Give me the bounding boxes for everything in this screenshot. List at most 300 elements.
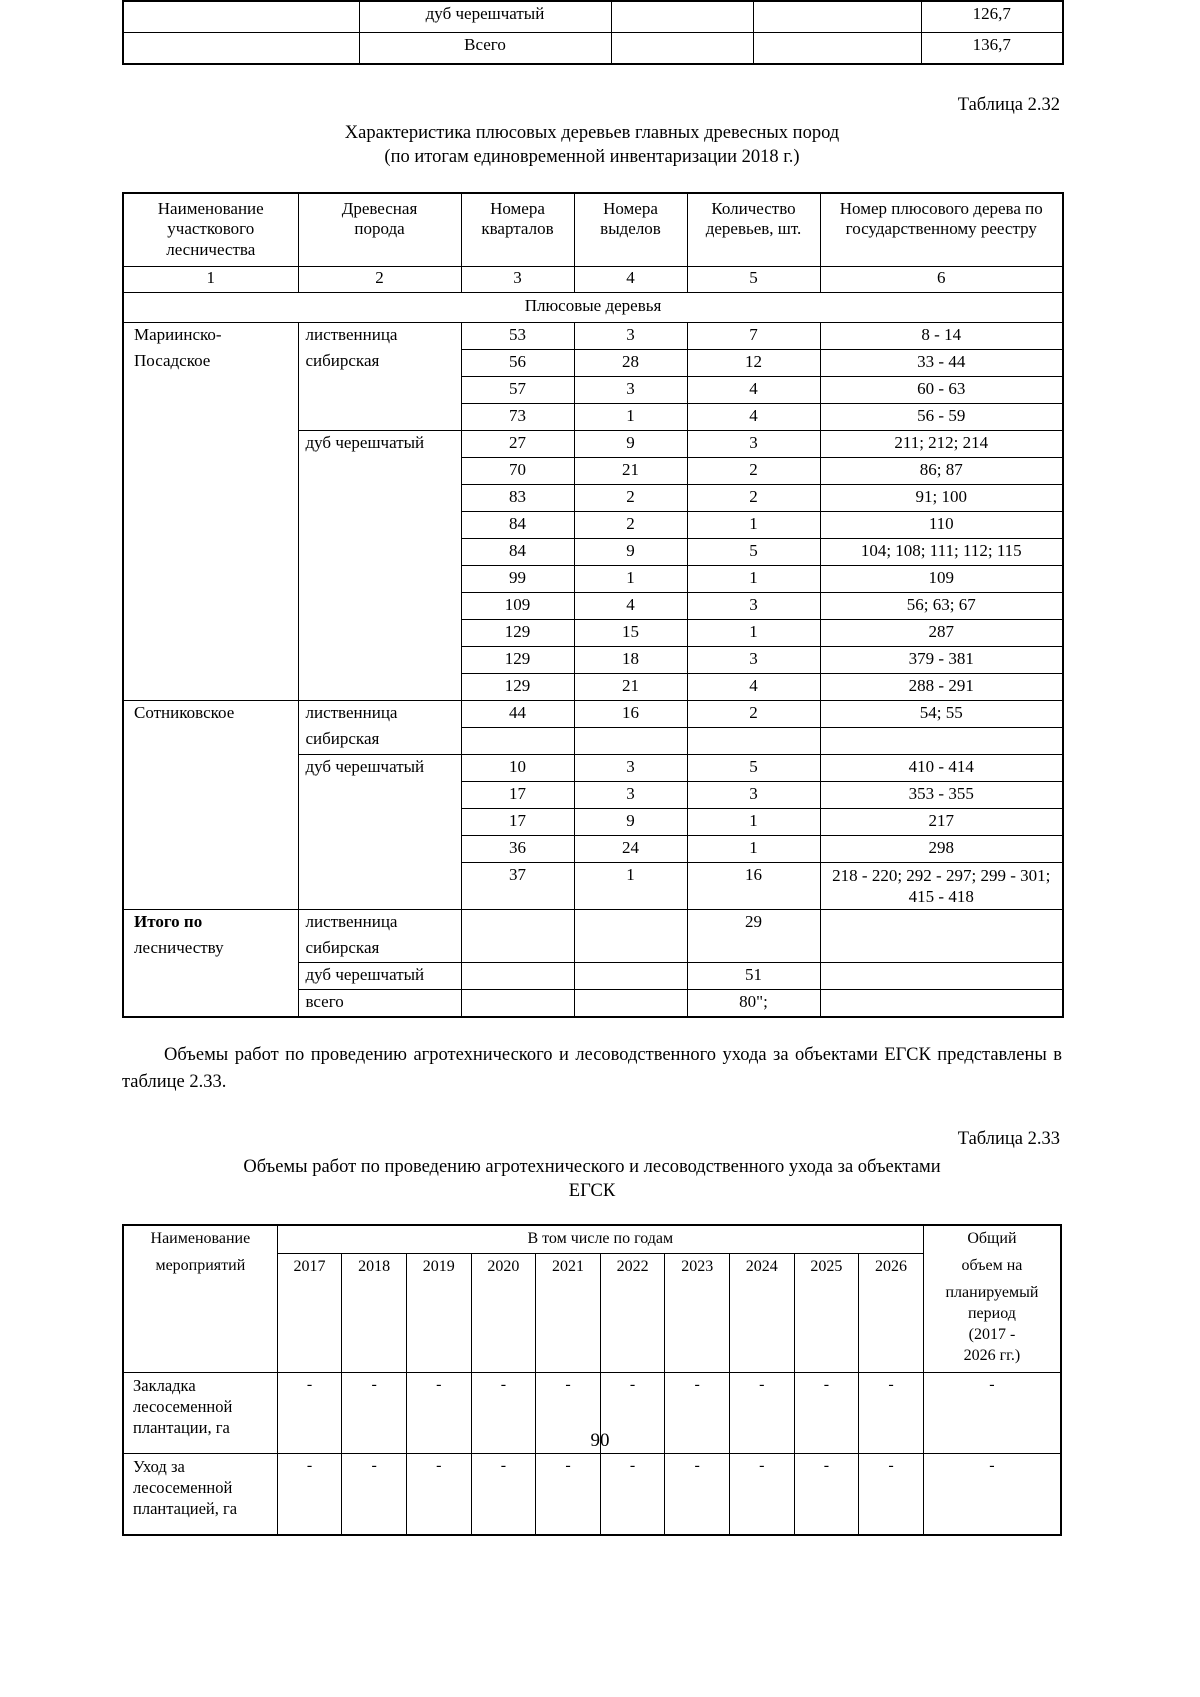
species-blank (298, 781, 461, 808)
cell-count: 1 (687, 808, 820, 835)
cell-kvartal: 70 (461, 457, 574, 484)
cell-kvartal: 44 (461, 700, 574, 727)
cell-registry: 109 (820, 565, 1063, 592)
forestry-name-blank (123, 592, 298, 619)
cell-blank (461, 910, 574, 937)
cell-count: 1 (687, 619, 820, 646)
species-larch-cont (298, 349, 461, 376)
cell-registry: 54; 55 (820, 700, 1063, 727)
species-blank (298, 484, 461, 511)
th-year-2025: 2025 (794, 1253, 859, 1280)
forestry-name-blank (123, 646, 298, 673)
table-header-row-filler (123, 1280, 1061, 1373)
species-larch-cont (298, 727, 461, 754)
cell-blank (820, 936, 1063, 963)
th-line: выделов (600, 219, 661, 239)
page-number: 90 (590, 1430, 610, 1451)
table-row (123, 349, 1063, 376)
colnum-2: 2 (298, 266, 461, 292)
total-count-larch: 29 (687, 910, 820, 937)
species-blank (298, 646, 461, 673)
table-row (123, 538, 1063, 565)
total-label-cont (123, 936, 298, 963)
cell-kvartal: 36 (461, 835, 574, 862)
cell-vydel: 18 (574, 646, 687, 673)
measure-line: плантации, га (133, 1417, 230, 1437)
table-row (123, 430, 1063, 457)
table-row (123, 33, 1063, 65)
cell-registry: 298 (820, 835, 1063, 862)
th-kvartal (461, 193, 574, 267)
table-row (123, 990, 1063, 1018)
th-line: Номер плюсового дерева по (839, 198, 1043, 218)
cell-kvartal: 56 (461, 349, 574, 376)
measure-line: Закладка (133, 1376, 196, 1396)
total-count-all: 80"; (687, 990, 820, 1018)
cell-blank (574, 990, 687, 1018)
cell-registry: 353 - 355 (820, 781, 1063, 808)
total-species-larch-cont (298, 936, 461, 963)
cell-vydel: 9 (574, 430, 687, 457)
th-line: (2017 - (968, 1326, 1016, 1344)
table-row (123, 835, 1063, 862)
cell-value: - (471, 1373, 536, 1454)
cell-blank (461, 727, 574, 754)
th-total-rest (923, 1280, 1061, 1373)
frag-value: 126,7 (921, 1, 1063, 33)
table-row (123, 673, 1063, 700)
cell-count: 12 (687, 349, 820, 376)
cell-registry: 8 - 14 (820, 322, 1063, 349)
cell-kvartal: 84 (461, 538, 574, 565)
th-year-2017: 2017 (277, 1253, 342, 1280)
cell-blank (687, 936, 820, 963)
cell-registry: 288 - 291 (820, 673, 1063, 700)
cell-vydel: 2 (574, 511, 687, 538)
table-row (123, 700, 1063, 727)
th-filler (342, 1280, 407, 1373)
cell-registry: 104; 108; 111; 112; 115 (820, 538, 1063, 565)
th-years-group: В том числе по годам (277, 1225, 923, 1253)
cell-registry: 110 (820, 511, 1063, 538)
species-blank (298, 457, 461, 484)
th-filler (471, 1280, 536, 1373)
forestry-name-blank (123, 484, 298, 511)
forestry-line: Мариинско- (134, 324, 222, 344)
cell-vydel: 1 (574, 862, 687, 910)
species-blank (298, 835, 461, 862)
forestry-name-blank (123, 511, 298, 538)
th-line: Наименование (157, 198, 264, 218)
forestry-name-blank (123, 430, 298, 457)
cell-value: - (730, 1373, 795, 1454)
table-row (123, 403, 1063, 430)
table-section-row (123, 292, 1063, 322)
cell-vydel: 3 (574, 376, 687, 403)
forestry-name-blank (123, 403, 298, 430)
cell-value: - (406, 1454, 471, 1536)
cell-vydel: 1 (574, 565, 687, 592)
cell-vydel: 21 (574, 673, 687, 700)
cell-value: - (859, 1454, 924, 1536)
th-line: Древесная (341, 198, 418, 218)
th-line: Номера (603, 198, 658, 218)
cell-registry: 218 - 220; 292 - 297; 299 - 301; 415 - 418 (820, 862, 1063, 910)
forestry-name-blank (123, 754, 298, 781)
cell-blank (574, 727, 687, 754)
frag-cell-empty (123, 1, 359, 33)
cell-vydel: 3 (574, 754, 687, 781)
cell-count: 16 (687, 862, 820, 910)
cell-kvartal: 57 (461, 376, 574, 403)
cell-vydel: 15 (574, 619, 687, 646)
cell-registry: 91; 100 (820, 484, 1063, 511)
species-blank (298, 862, 461, 910)
table-row (123, 727, 1063, 754)
cell-registry: 211; 212; 214 (820, 430, 1063, 457)
th-year-2018: 2018 (342, 1253, 407, 1280)
frag-species-total: Всего (359, 33, 611, 65)
table-row (123, 619, 1063, 646)
th-line: Наименование (150, 1229, 251, 1247)
frag-value-total: 136,7 (921, 33, 1063, 65)
cell-value: - (794, 1373, 859, 1454)
cell-total: - (923, 1373, 1061, 1454)
cell-vydel: 9 (574, 808, 687, 835)
species-blank (298, 538, 461, 565)
total-species-line: лиственница (305, 912, 398, 932)
cell-vydel: 2 (574, 484, 687, 511)
cell-blank (820, 990, 1063, 1018)
frag-cell-empty (753, 33, 921, 65)
cell-kvartal: 27 (461, 430, 574, 457)
measure-line: лесосеменной (133, 1397, 233, 1417)
th-line: Количество (711, 198, 796, 218)
th-species (298, 193, 461, 267)
cell-vydel: 16 (574, 700, 687, 727)
cell-registry: 379 - 381 (820, 646, 1063, 673)
table-row (123, 910, 1063, 937)
table-row (123, 963, 1063, 990)
th-year-2024: 2024 (730, 1253, 795, 1280)
table-row (123, 457, 1063, 484)
th-line: лесничества (166, 239, 256, 259)
table-row (123, 511, 1063, 538)
th-count (687, 193, 820, 267)
total-label (123, 910, 298, 937)
table-row (123, 322, 1063, 349)
cell-kvartal: 73 (461, 403, 574, 430)
cell-count: 3 (687, 781, 820, 808)
table-2-33 (122, 1224, 1062, 1537)
colnum-5: 5 (687, 266, 820, 292)
cell-value: - (730, 1454, 795, 1536)
species-line: лиственница (305, 702, 398, 722)
total-count-oak: 51 (687, 963, 820, 990)
th-forestry-name (123, 193, 298, 267)
species-blank (298, 403, 461, 430)
measure-name-2 (123, 1454, 277, 1536)
cell-kvartal: 83 (461, 484, 574, 511)
th-measure-name (123, 1225, 277, 1253)
cell-kvartal: 99 (461, 565, 574, 592)
cell-count: 4 (687, 403, 820, 430)
cell-value: - (471, 1454, 536, 1536)
frag-cell-empty (611, 1, 753, 33)
cell-value: - (600, 1454, 665, 1536)
cell-kvartal: 17 (461, 781, 574, 808)
cell-vydel: 1 (574, 403, 687, 430)
th-line: Общий (967, 1229, 1017, 1247)
th-filler (794, 1280, 859, 1373)
table-2-32-title (122, 121, 1062, 170)
cell-total: - (923, 1454, 1061, 1536)
colnum-1: 1 (123, 266, 298, 292)
cell-vydel: 4 (574, 592, 687, 619)
species-larch (298, 322, 461, 349)
cell-count: 5 (687, 538, 820, 565)
species-larch (298, 700, 461, 727)
cell-value: - (600, 1373, 665, 1454)
measure-line: плантацией, га (133, 1498, 238, 1518)
frag-cell-empty (611, 33, 753, 65)
cell-registry: 60 - 63 (820, 376, 1063, 403)
table-header-row (123, 193, 1063, 267)
measure-line: лесосеменной (133, 1478, 233, 1498)
table-row (123, 808, 1063, 835)
th-total (923, 1225, 1061, 1253)
cell-registry: 56; 63; 67 (820, 592, 1063, 619)
forestry-name-blank (123, 376, 298, 403)
colnum-6: 6 (820, 266, 1063, 292)
cell-count: 1 (687, 835, 820, 862)
cell-kvartal: 129 (461, 646, 574, 673)
forestry-name-mariinsko-cont (123, 349, 298, 376)
species-blank (298, 511, 461, 538)
th-measure-name-cont (123, 1253, 277, 1280)
cell-value: - (665, 1454, 730, 1536)
total-species-larch (298, 910, 461, 937)
cell-kvartal: 129 (461, 673, 574, 700)
table-row (123, 936, 1063, 963)
forestry-name-blank (123, 727, 298, 754)
th-filler (406, 1280, 471, 1373)
table-2-32-title-line2: (по итогам единовременной инвентаризации 2018 г.) (384, 147, 800, 168)
species-line: сибирская (305, 729, 380, 749)
th-line: государственному реестру (845, 219, 1037, 239)
paragraph-egsk-intro: Объемы работ по проведению агротехнического и лесоводственного ухода за объектами ЕГСК представлены в таблице 2.33. (122, 1045, 1062, 1092)
total-label-blank (123, 990, 298, 1018)
total-species-all: всего (298, 990, 461, 1018)
cell-blank (461, 990, 574, 1018)
table-column-number-row (123, 266, 1063, 292)
section-label-plus-trees: Плюсовые деревья (123, 292, 1063, 322)
cell-registry: 86; 87 (820, 457, 1063, 484)
th-line: деревьев, шт. (705, 219, 802, 239)
forestry-name-blank (123, 538, 298, 565)
th-year-2020: 2020 (471, 1253, 536, 1280)
table-2-33-title-line1: Объемы работ по проведению агротехнического и лесоводственного ухода за объектами (243, 1157, 941, 1178)
th-line: порода (354, 219, 405, 239)
table-row (123, 862, 1063, 910)
th-filler (600, 1280, 665, 1373)
cell-value: - (277, 1454, 342, 1536)
species-blank (298, 673, 461, 700)
forestry-name-blank (123, 457, 298, 484)
cell-blank (461, 963, 574, 990)
table-2-32-caption: Таблица 2.32 (957, 95, 1060, 115)
total-label-line: Итого по (134, 912, 203, 932)
table-2-33-caption: Таблица 2.33 (957, 1129, 1060, 1150)
forestry-name-blank (123, 808, 298, 835)
species-blank (298, 619, 461, 646)
cell-value: - (859, 1373, 924, 1454)
measure-line: Уход за (133, 1457, 185, 1477)
table-header-row-years (123, 1253, 1061, 1280)
total-species-line: сибирская (305, 938, 380, 958)
table-row (123, 484, 1063, 511)
cell-count: 3 (687, 646, 820, 673)
colnum-3: 3 (461, 266, 574, 292)
cell-blank (461, 936, 574, 963)
cell-value: - (277, 1373, 342, 1454)
table-row (123, 376, 1063, 403)
cell-value: - (342, 1373, 407, 1454)
forestry-name-mariinsko (123, 322, 298, 349)
table-2-33-title-line2: ЕГСК (568, 1181, 616, 1202)
colnum-4: 4 (574, 266, 687, 292)
cell-count: 1 (687, 511, 820, 538)
forestry-name-blank (123, 565, 298, 592)
table-fragment-top (122, 0, 1064, 65)
cell-value: - (665, 1373, 730, 1454)
forestry-name-blank (123, 673, 298, 700)
table-row (123, 781, 1063, 808)
table-row (123, 646, 1063, 673)
total-label-blank (123, 963, 298, 990)
cell-blank (820, 727, 1063, 754)
cell-kvartal: 84 (461, 511, 574, 538)
cell-vydel: 9 (574, 538, 687, 565)
cell-registry: 410 - 414 (820, 754, 1063, 781)
th-line: 2026 гг.) (963, 1346, 1021, 1364)
cell-kvartal: 37 (461, 862, 574, 910)
cell-count: 3 (687, 592, 820, 619)
cell-value: - (342, 1454, 407, 1536)
cell-value: - (536, 1373, 601, 1454)
table-row (123, 1, 1063, 33)
th-line: период (967, 1305, 1016, 1323)
table-2-32-title-line1: Характеристика плюсовых деревьев главных древесных пород (344, 123, 840, 143)
species-blank (298, 565, 461, 592)
frag-species: дуб черешчатый (359, 1, 611, 33)
cell-count: 7 (687, 322, 820, 349)
th-line: планируемый (945, 1284, 1039, 1302)
th-filler (859, 1280, 924, 1373)
th-year-2019: 2019 (406, 1253, 471, 1280)
cell-kvartal: 129 (461, 619, 574, 646)
th-line: мероприятий (155, 1257, 246, 1275)
cell-registry: 33 - 44 (820, 349, 1063, 376)
frag-cell-empty (753, 1, 921, 33)
th-line: объем на (961, 1257, 1023, 1275)
cell-blank (574, 963, 687, 990)
th-line: Номера (490, 198, 545, 218)
cell-vydel: 28 (574, 349, 687, 376)
table-row (123, 565, 1063, 592)
th-registry (820, 193, 1063, 267)
th-year-2021: 2021 (536, 1253, 601, 1280)
forestry-name-blank (123, 862, 298, 910)
table-row (123, 592, 1063, 619)
total-label-line: лесничеству (134, 938, 224, 958)
cell-blank (574, 936, 687, 963)
cell-count: 5 (687, 754, 820, 781)
th-vydel (574, 193, 687, 267)
table-header-row (123, 1225, 1061, 1253)
th-line: участкового (167, 219, 255, 239)
forestry-name-blank (123, 835, 298, 862)
cell-vydel: 3 (574, 322, 687, 349)
th-filler (277, 1280, 342, 1373)
species-blank (298, 808, 461, 835)
th-year-2023: 2023 (665, 1253, 730, 1280)
cell-vydel: 21 (574, 457, 687, 484)
cell-blank (574, 910, 687, 937)
cell-kvartal: 53 (461, 322, 574, 349)
cell-kvartal: 109 (461, 592, 574, 619)
table-row (123, 1454, 1061, 1536)
species-blank (298, 376, 461, 403)
table-2-32 (122, 192, 1064, 1019)
table-2-33-title (122, 1155, 1062, 1204)
th-year-2026: 2026 (859, 1253, 924, 1280)
cell-count: 2 (687, 700, 820, 727)
species-oak: дуб черешчатый (298, 430, 461, 457)
forestry-name-blank (123, 619, 298, 646)
th-filler (536, 1280, 601, 1373)
table-row (123, 754, 1063, 781)
cell-kvartal: 17 (461, 808, 574, 835)
cell-value: - (536, 1454, 601, 1536)
cell-registry: 56 - 59 (820, 403, 1063, 430)
cell-blank (820, 910, 1063, 937)
page-content (122, 0, 1062, 1536)
species-line: лиственница (305, 324, 398, 344)
cell-count: 2 (687, 484, 820, 511)
cell-count: 4 (687, 376, 820, 403)
cell-vydel: 3 (574, 781, 687, 808)
th-year-2022: 2022 (600, 1253, 665, 1280)
total-species-oak: дуб черешчатый (298, 963, 461, 990)
species-blank (298, 592, 461, 619)
forestry-name-sotnikovskoe: Сотниковское (123, 700, 298, 727)
th-filler (730, 1280, 795, 1373)
forestry-name-blank (123, 781, 298, 808)
cell-count: 4 (687, 673, 820, 700)
cell-value: - (406, 1373, 471, 1454)
forestry-line: Посадское (134, 351, 211, 371)
species-line: сибирская (305, 351, 380, 371)
cell-kvartal: 10 (461, 754, 574, 781)
frag-cell-empty (123, 33, 359, 65)
th-name-filler (123, 1280, 277, 1373)
cell-blank (687, 727, 820, 754)
cell-count: 1 (687, 565, 820, 592)
species-oak: дуб черешчатый (298, 754, 461, 781)
th-line: кварталов (481, 219, 554, 239)
cell-registry: 217 (820, 808, 1063, 835)
